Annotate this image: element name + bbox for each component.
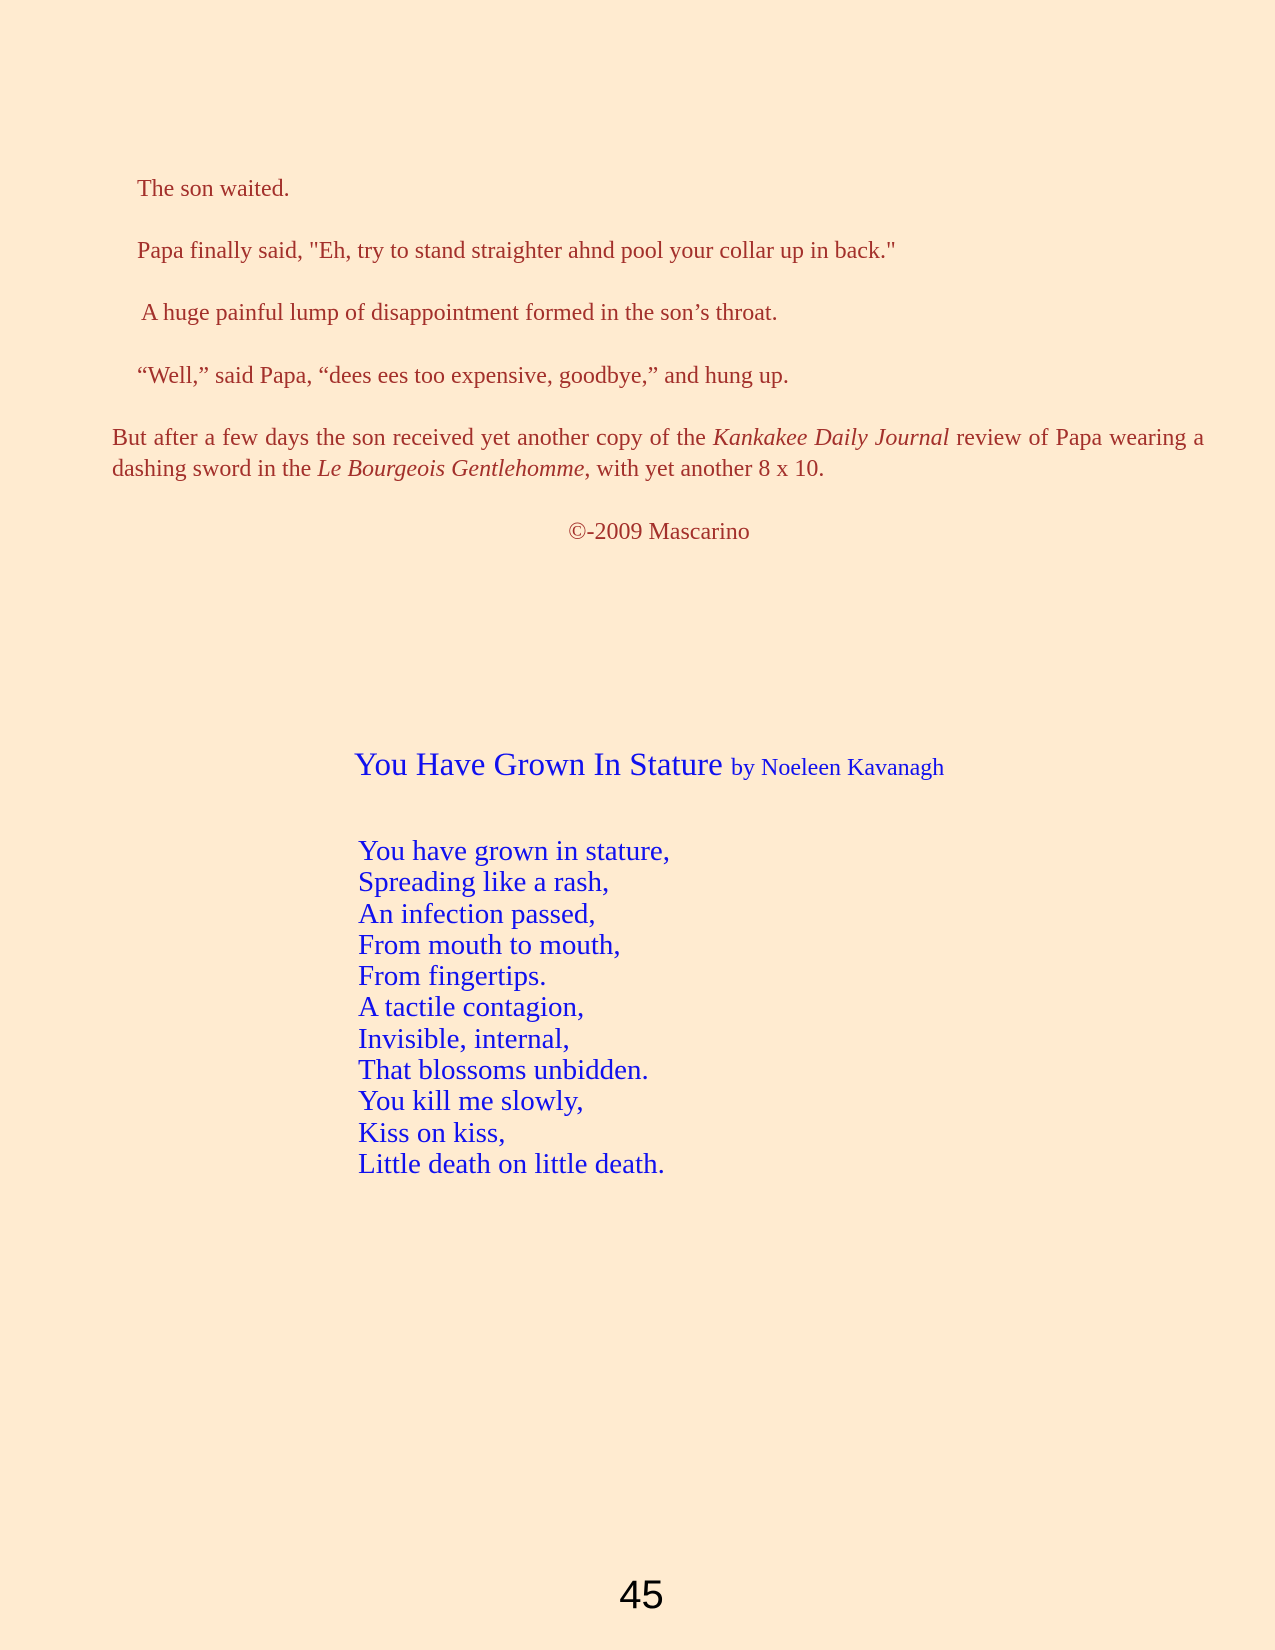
story-text: But after a few days the son received yet another copy of the <box>112 425 713 451</box>
story-paragraph: “Well,” said Papa, “dees ees too expensive, goodbye,” and hung up. <box>137 363 789 389</box>
newspaper-title: Kankakee Daily Journal <box>712 425 950 451</box>
poem-line: A tactile contagion, <box>358 991 585 1024</box>
story-text: review of Papa wearing a dashing sword in the <box>112 425 1204 482</box>
poem-line: That blossoms unbidden. <box>358 1054 649 1087</box>
poem-line: You kill me slowly, <box>358 1085 584 1118</box>
story-paragraph <box>112 423 1204 485</box>
poem-line: Spreading like a rash, <box>358 866 610 899</box>
poem-line: Little death on little death. <box>358 1147 665 1180</box>
poem-heading <box>354 745 944 788</box>
play-title: Le Bourgeois Gentlehomme <box>317 456 585 482</box>
story-text: , with yet another 8 x 10. <box>584 456 825 482</box>
copyright-notice: ©-2009 Mascarino <box>568 519 750 545</box>
poem-byline: by Noeleen Kavanagh <box>731 755 945 781</box>
poem-line: From mouth to mouth, <box>358 928 621 961</box>
story-paragraph: Papa finally said, "Eh, try to stand straighter ahnd pool your collar up in back." <box>137 238 896 264</box>
story-paragraph: A huge painful lump of disappointment formed in the son’s throat. <box>141 300 778 326</box>
poem-body <box>358 836 670 1180</box>
poem-line: You have grown in stature, <box>358 835 670 867</box>
poem-title: You Have Grown In Stature <box>354 747 723 783</box>
poem-line: An infection passed, <box>358 897 596 930</box>
poem-line: Invisible, internal, <box>358 1022 570 1055</box>
poem-line: Kiss on kiss, <box>358 1116 506 1149</box>
page-number: 45 <box>619 1573 664 1617</box>
story-paragraph: The son waited. <box>137 176 290 202</box>
poem-line: From fingertips. <box>358 960 547 993</box>
